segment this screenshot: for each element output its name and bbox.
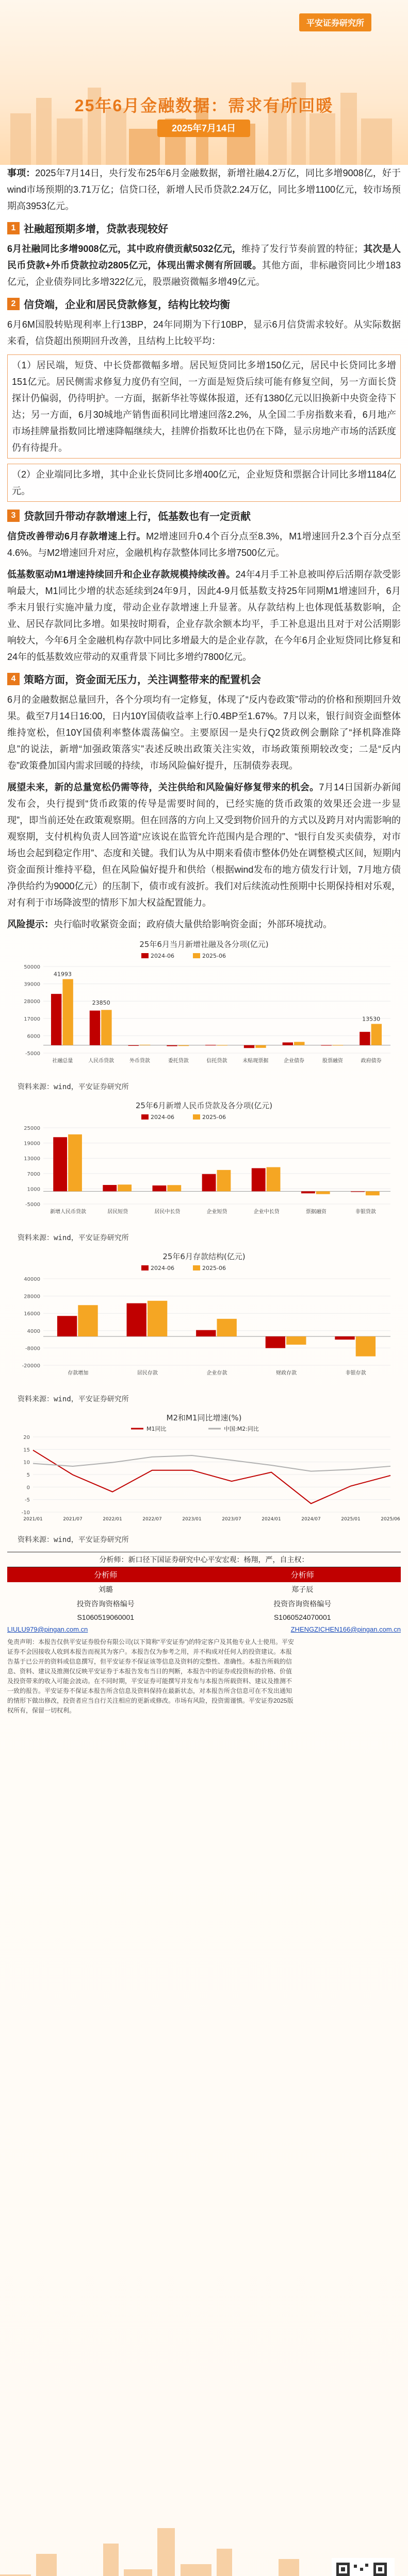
city-skyline-illustration — [0, 67, 408, 170]
chart-rmb-loans — [7, 1099, 401, 1228]
analyst-email-link[interactable]: ZHENGZICHEN166@pingan.com.cn — [290, 1625, 401, 1633]
y-tick-label: -5000 — [25, 1051, 40, 1057]
y-tick-label: 40000 — [24, 1277, 40, 1282]
bar — [127, 1303, 146, 1336]
analyst-name: 郑子辰 — [291, 1585, 314, 1594]
section-number: 2 — [7, 298, 20, 310]
data-label: 41993 — [53, 971, 72, 978]
y-tick-label: 7000 — [27, 1171, 40, 1177]
legend-label: 2024-06 — [151, 1114, 174, 1121]
figure-source: 资料来源：wind，平安证券研究所 — [18, 1083, 129, 1091]
x-tick-label: 2021/01 — [23, 1517, 43, 1522]
bar — [62, 979, 73, 1045]
bar — [371, 1024, 382, 1045]
disclaimer-text: 免责声明：本报告仅供平安证券股份有限公司(以下简称“平安证券”)的特定客户及其他专业人士使用。平安证券不会因接收人收到本报告而视其为客户。本报告仅为参考之用，并不构成对任何人的投资建议。本报告基于已公开的资料或信息撰写，但平安证券不保证该等信息及资料的完整性、准确性。本报告所载的信息、资料、建议及推测仅反映平安证券于本报告发布当日的判断，本报告中的证券或投资标的价格、价值及投资带来的收入可能会波动。在不同时期，平安证券可能撰写并发布与本报告所载资料、建议及推测不一致的报告。平安证券不保证本报告所含信息及资料保持在最新状态，对本报告所含信息可在不发出通知的情形下做出修改，投资者应当自行关注相应的更新或修改。市场有风险，投资需谨慎。平安证券2025版权所有，保留一切权利。 — [7, 1638, 294, 1714]
chart-title: M2和M1同比增速(%) — [166, 1413, 242, 1422]
x-tick-label: 财政存款 — [276, 1370, 297, 1376]
legend-label: 2024-06 — [151, 1265, 174, 1272]
y-tick-label: 10 — [23, 1460, 30, 1466]
bar — [196, 1330, 216, 1336]
x-tick-label: 2025/06 — [381, 1517, 400, 1522]
section-1-paragraph: 6月社融同比多增9008亿元，其中政府债贡献5032亿元，维持了发行节奏前置的特征；其次是人民币贷款+外币贷款拉动2805亿元，体现出需求侧有所回暖。其他方面，非标融资同比少增183亿元，企业债券同比多增322亿元，股票融资微幅多增49亿元。 — [7, 244, 401, 287]
section-4-paragraph-2: 展望未来，新的总量宽松仍需等待，关注供给和风险偏好修复带来的机会。7月14日国新办新闻发布会，央行提到“货币政策的传导是需要时间的，已经实施的货币政策的效果还会进一步显现”，即当前还处在政策观察期。但在回落的方向上又受到物价回升的方式以及跨月对内需影响的观察期，支付机构负责人回答道“应该说在监管允许范围内是合理的”、“银行自发买卖债券，对市场也会起到稳定作用”、态度和关键。我们认为从中期来看债市整体仍处在调整模式区间，短期内资金面预计维持平稳，但在风险偏好提升和供给（根据wind发布的地方债发行计划，7月地方债净供给约为9000亿元）的压制下，债市或有波折。我们对后续流动性预期中长期保持相对乐观，对有利于市场降波型的情形下加大权益配置能力。 — [7, 782, 401, 908]
analyst-block — [7, 1552, 401, 1716]
x-tick-label: 企业短贷 — [206, 1209, 227, 1215]
section-title: 社融超预期多增，贷款表现较好 — [24, 224, 168, 235]
bar — [128, 1045, 139, 1046]
y-tick-label: -20000 — [22, 1363, 40, 1369]
figure-source: 资料来源：wind，平安证券研究所 — [18, 1395, 129, 1403]
x-tick-label: 信托贷款 — [206, 1058, 227, 1064]
section-3-paragraph-1: 信贷改善带动6月存款增速上行。M2增速回升0.4个百分点至8.3%，M1增速回升2.3个百分点至4.6%。与M2增速回升对应，金融机构存款整体同比多增7500亿元。 — [7, 531, 401, 558]
bar — [78, 1305, 97, 1336]
y-tick-label: 25000 — [24, 1126, 40, 1131]
section-title: 贷款回升带动存款增速上行，低基数也有一定贡献 — [24, 511, 251, 522]
bar — [68, 1134, 82, 1192]
x-tick-label: 2024/01 — [262, 1517, 281, 1522]
x-tick-label: 2021/07 — [63, 1517, 83, 1522]
corporate-loan-box: （2）企业端同比多增，其中企业长贷同比多增400亿元，企业短贷和票据合计同比多增1184亿元。 — [7, 464, 401, 502]
figure-1 — [7, 938, 401, 1092]
bar — [356, 1336, 376, 1357]
y-tick-label: 1000 — [27, 1187, 40, 1193]
bar — [153, 1185, 167, 1191]
bar — [366, 1191, 380, 1195]
section-4-heading — [7, 671, 401, 686]
brand-badge: 平安证券研究所 — [299, 13, 371, 31]
chart-social-financing — [7, 938, 401, 1077]
chart-title: 25年6月新增人民币贷款及各分项(亿元) — [135, 1101, 273, 1110]
bar — [57, 1316, 77, 1336]
bar — [90, 1011, 100, 1045]
series-line — [33, 1455, 390, 1471]
y-tick-label: 5 — [26, 1472, 30, 1478]
x-tick-label: 非银存款 — [345, 1370, 366, 1376]
x-tick-label: 未贴现票据 — [242, 1058, 269, 1064]
section-3-heading — [7, 508, 401, 523]
x-tick-label: 企业中长贷 — [253, 1209, 280, 1215]
x-tick-label: 外币贷款 — [129, 1058, 150, 1064]
y-tick-label: -5000 — [25, 1202, 40, 1208]
legend-swatch — [141, 1114, 149, 1120]
bar — [252, 1168, 266, 1191]
header-banner — [0, 0, 408, 170]
x-tick-label: 委托贷款 — [168, 1058, 189, 1064]
bar — [267, 1167, 281, 1191]
x-tick-label: 非银贷款 — [355, 1209, 376, 1215]
household-loan-box: （1）居民端，短贷、中长贷都微幅多增。居民短贷同比多增150亿元，居民中长贷同比多增151亿元。居民侧需求修复力度仍有空间，一方面是短贷后续可能有修复空间，另一方面长贷探计仍偏弱，仍待明护。一方面，据新华社等媒体报道，还有1380亿元以旧换新中央资金待下达；另一方面，6月30城地产销售面积同比增速回落2.2%，从全国二手房指数来看，6月地产市场挂牌量指数同比增速降幅继续大，挂牌价指数环比也仍在下降，显示房地产市场的活跃度仍有待提升。 — [7, 354, 401, 459]
y-tick-label: 17000 — [24, 1016, 40, 1022]
bar — [217, 1170, 231, 1191]
section-4-paragraph-1: 6月的金融数据总量回升，各个分项均有一定修复，体现了“反内卷政策”带动的价格和预期回升效果。截至7月14日16:00，日内10Y国债收益率上行0.4BP至1.67%。7月以来，银行间资金面整体维持宽松，但10Y国债利率整体震荡偏空。主要原因一是央行Q2货政例会删除了“择机降准降息”的说法，新增“加强政策落实”表述反映出政策关注实效，市场政策预期较改变；二是“反内卷”政策叠加国内需求回暖的持续，市场风险偏好提升，压制债券表现。 — [7, 694, 401, 771]
section-number: 4 — [7, 673, 20, 685]
y-tick-label: 0 — [26, 1485, 30, 1491]
bar — [51, 994, 61, 1045]
y-tick-label: -8000 — [25, 1346, 40, 1352]
y-tick-label: 16000 — [24, 1311, 40, 1317]
bar — [53, 1137, 67, 1191]
chart-m1-m2 — [7, 1411, 401, 1530]
section-title: 策略方面，资金面无压力，关注调整带来的配置机会 — [24, 674, 261, 686]
x-tick-label: 2022/07 — [142, 1517, 162, 1522]
x-tick-label: 人民币贷款 — [88, 1058, 115, 1064]
chart-title: 25年6月存款结构(亿元) — [162, 1252, 246, 1261]
y-tick-label: 13000 — [24, 1156, 40, 1162]
bar — [202, 1174, 216, 1192]
bar — [335, 1336, 354, 1340]
x-tick-label: 政府债券 — [361, 1058, 382, 1064]
figure-4 — [7, 1411, 401, 1545]
report-date: 2025年7月14日 — [157, 120, 250, 137]
x-tick-label: 企业债券 — [284, 1058, 305, 1064]
x-tick-label: 居民短贷 — [107, 1209, 128, 1215]
bar — [167, 1185, 181, 1191]
legend-label: 2025-06 — [202, 1114, 226, 1121]
legend-swatch — [193, 953, 200, 958]
y-tick-label: 39000 — [24, 981, 40, 988]
section-title: 信贷端，企业和居民贷款修复，结构比较均衡 — [24, 299, 230, 311]
x-tick-label: 2023/01 — [182, 1517, 202, 1522]
legend-label: 2025-06 — [202, 953, 226, 959]
report-content — [0, 165, 408, 2576]
section-3-paragraph-2: 低基数驱动M1增速持续回升和企业存款规模持续改善。24年4月手工补息被叫停后活期存款受影响最大，M1同比少增的状态延续到24年9月，因此4-9月低基数支持25年同期M1增速回升，6月季末月银行实施冲量力度，带动企业存款增速上升显著。从存款结构上也体现低基数影响，企业、居民存款同比多增。如果按时期看，企业存款余额本均平，手工补息退出且对于对公活期影响较大，今年6月全金融机构存款中同比多增最大的是企业存款，在今年6月企业短贷同比修复和24年的低基数效应带动的双重背景下同比多增约7800亿元。 — [7, 569, 401, 662]
summary-paragraph: 事项：2025年7月14日，央行发布25年6月金融数据，新增社融4.2万亿，同比多增9008亿，好于wind市场预期的3.71万亿；信贷口径，新增人民币贷款2.24万亿，同比多增1100亿元，较市场预期高3953亿元。 — [7, 168, 401, 211]
bar — [118, 1184, 132, 1191]
y-tick-label: -10 — [21, 1510, 30, 1516]
chart-title: 25年6月当月新增社融及各分项(亿元) — [139, 940, 269, 949]
page-title: 25年6月金融数据：需求有所回暖 — [74, 96, 334, 115]
section-2-intro: 6月6M国股转贴现利率上行13BP，24年同期为下行10BP，显示6月信贷需求较好。从实际数据来看，信贷超出预期回升改善，且结构上比较平均： — [7, 319, 401, 346]
x-tick-label: 票据融资 — [305, 1209, 327, 1215]
bar — [217, 1319, 237, 1336]
legend-label: 2025-06 — [202, 1265, 226, 1272]
figure-source: 资料来源：wind，平安证券研究所 — [18, 1234, 129, 1242]
legend-label: M1同比 — [146, 1426, 167, 1432]
figure-source: 资料来源：wind，平安证券研究所 — [18, 1536, 129, 1544]
bar — [101, 1010, 111, 1045]
legend-swatch — [141, 953, 149, 958]
x-tick-label: 股票融资 — [322, 1058, 343, 1064]
qr-code — [332, 2558, 395, 2576]
y-tick-label: 28000 — [24, 1294, 40, 1300]
bar — [103, 1185, 117, 1191]
bar — [244, 1045, 254, 1048]
x-tick-label: 2022/01 — [103, 1517, 122, 1522]
legend-label: 2024-06 — [151, 953, 174, 959]
x-tick-label: 2023/07 — [222, 1517, 241, 1522]
bar — [360, 1032, 370, 1045]
risk-warning: 风险提示：央行临时收紧资金面；政府债大量供给影响资金面；外部环境扰动。 — [7, 919, 332, 929]
legend-swatch — [193, 1265, 200, 1270]
bar — [286, 1336, 306, 1345]
y-tick-label: 28000 — [24, 999, 40, 1005]
y-tick-label: 6000 — [27, 1033, 40, 1040]
legend-label: 中国:M2:同比 — [224, 1426, 259, 1432]
x-tick-label: 新增人民币贷款 — [50, 1209, 87, 1215]
y-tick-label: -5 — [25, 1497, 30, 1503]
x-tick-label: 居民中长贷 — [154, 1209, 181, 1215]
legend-swatch — [193, 1114, 200, 1120]
analyst-table: 分析师 分析师 刘璐 郑子辰 投资咨询资格编号 投资咨询资格编号 S1060519060001 S1060524070001 — [7, 1567, 401, 1623]
section-number: 3 — [7, 510, 20, 522]
section-number: 1 — [7, 222, 20, 234]
figure-3 — [7, 1250, 401, 1404]
bar — [283, 1042, 293, 1045]
bar — [178, 1045, 189, 1046]
bar — [266, 1336, 285, 1348]
analyst-id: S1060519060001 — [77, 1613, 135, 1621]
x-tick-label: 企业存款 — [206, 1370, 227, 1376]
analyst-title: 分析师：新口径下国证券研究中心平安宏观：杨翔，严，自主权： — [7, 1552, 401, 1567]
bar — [316, 1191, 330, 1194]
bar — [148, 1301, 167, 1336]
data-label: 13530 — [362, 1015, 381, 1023]
x-tick-label: 社融总量 — [52, 1058, 73, 1064]
bar — [301, 1191, 315, 1193]
y-tick-label: 20 — [23, 1435, 30, 1440]
x-tick-label: 居民存款 — [137, 1370, 158, 1376]
x-tick-label: 存款增加 — [68, 1370, 89, 1376]
chart-deposit-structure — [7, 1250, 401, 1389]
analyst-id: S1060524070001 — [273, 1613, 331, 1621]
section-1-heading — [7, 221, 401, 235]
data-label: 23850 — [92, 999, 110, 1006]
x-tick-label: 2024/07 — [301, 1517, 321, 1522]
section-2-heading — [7, 296, 401, 311]
legend-swatch — [141, 1265, 149, 1270]
bar — [294, 1042, 304, 1045]
y-tick-label: 15 — [23, 1447, 30, 1453]
x-tick-label: 2025/01 — [341, 1517, 361, 1522]
y-tick-label: 19000 — [24, 1141, 40, 1147]
analyst-name: 刘璐 — [98, 1585, 113, 1594]
y-tick-label: 4000 — [27, 1328, 40, 1334]
bar — [351, 1191, 365, 1192]
y-tick-label: 50000 — [24, 964, 40, 970]
bar — [167, 1045, 177, 1046]
analyst-email-link[interactable]: LIULU979@pingan.com.cn — [7, 1625, 88, 1633]
figure-2 — [7, 1099, 401, 1243]
bar — [255, 1045, 266, 1048]
